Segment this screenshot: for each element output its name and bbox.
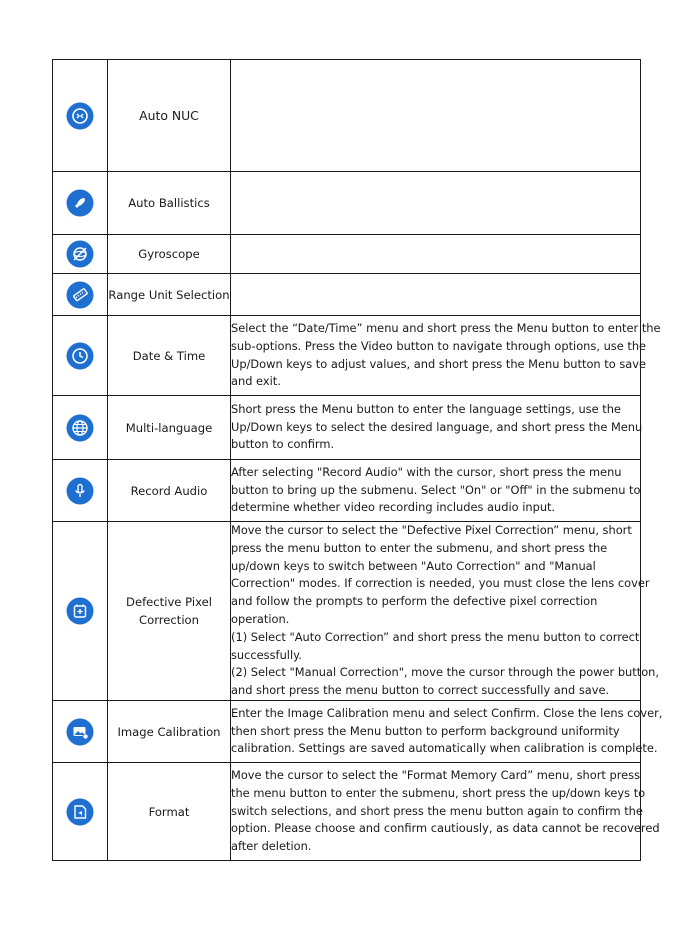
description-line: and exit.: [231, 374, 281, 389]
menu-item-name: Date & Time: [108, 316, 231, 396]
menu-item-description: [231, 60, 641, 172]
gyroscope-off-icon: [66, 240, 94, 268]
menu-item-name: Image Calibration: [108, 701, 231, 763]
menu-row: [53, 274, 641, 316]
menu-item-description: [231, 396, 641, 460]
description-line: determine whether video recording includes audio input.: [231, 500, 556, 515]
icon-cell: [53, 60, 108, 172]
description-line: button to bring up the submenu. Select "On" or "Off" in the submenu to: [231, 482, 641, 497]
icon-cell: [53, 763, 108, 861]
menu-item-name: Gyroscope: [108, 235, 231, 274]
icon-cell: [53, 460, 108, 522]
menu-row: [53, 460, 641, 522]
ruler-icon: [66, 281, 94, 309]
description-line: Select the “Date/Time” menu and short press the Menu button to enter the: [231, 320, 661, 335]
description-line: then short press the Menu button to perform background uniformity: [231, 723, 620, 738]
menu-item-description: [231, 460, 641, 522]
menu-row: [53, 172, 641, 235]
rocket-icon: [66, 189, 94, 217]
menu-item-name: Format: [108, 763, 231, 861]
settings-menu-table: [52, 59, 663, 861]
description-line: button to confirm.: [231, 437, 335, 452]
icon-cell: [53, 316, 108, 396]
description-line: Short press the Menu button to enter the language settings, use the: [231, 401, 621, 416]
menu-item-description: [231, 316, 661, 396]
description-line: option. Please choose and confirm cautiously, as data cannot be recovered: [231, 821, 660, 836]
menu-item-name: Multi-language: [108, 396, 231, 460]
description-line: switch selections, and short press the menu button again to confirm the: [231, 803, 643, 818]
icon-cell: [53, 701, 108, 763]
icon-cell: [53, 235, 108, 274]
description-line: Move the cursor to select the "Format Memory Card” menu, short press: [231, 768, 641, 782]
menu-item-description: [231, 274, 641, 316]
description-line: Up/Down keys to adjust values, and short press the Menu button to save: [231, 356, 646, 371]
menu-item-name-line: Defective Pixel: [126, 595, 212, 609]
microphone-icon: [66, 477, 94, 505]
menu-item-description: [231, 235, 641, 274]
clock-icon: [66, 342, 94, 370]
description-line: Enter the Image Calibration menu and select Confirm. Close the lens cover,: [231, 705, 663, 720]
menu-row: [53, 316, 641, 396]
icon-cell: [53, 522, 108, 701]
description-line: successfully.: [231, 647, 302, 662]
description-line: Correction" modes. If correction is needed, you must close the lens cover: [231, 576, 650, 591]
description-line: after deletion.: [231, 839, 312, 854]
description-line: Move the cursor to select the "Defective Pixel Correction” menu, short: [231, 523, 632, 538]
menu-item-name: Record Audio: [108, 460, 231, 522]
description-line: After selecting "Record Audio" with the cursor, short press the menu: [231, 464, 622, 479]
description-line: (1) Select "Auto Correction” and short press the menu button to correct: [231, 629, 640, 644]
icon-cell: [53, 172, 108, 235]
image-calibration-icon: [66, 718, 94, 746]
description-line: up/down keys to switch between "Auto Correction" and "Manual: [231, 558, 596, 573]
description-line: Up/Down keys to select the desired language, and short press the Menu: [231, 419, 643, 434]
format-card-icon: [66, 798, 94, 826]
menu-row: [53, 235, 641, 274]
menu-row: [53, 701, 641, 763]
description-line: sub-options. Press the Video button to navigate through options, use the: [231, 338, 647, 353]
menu-row: [53, 396, 641, 460]
menu-row: [53, 60, 641, 172]
description-line: operation.: [231, 612, 290, 626]
menu-item-description: [231, 763, 660, 861]
menu-item-name: [108, 522, 231, 701]
menu-item-description: [231, 701, 663, 763]
description-line: the menu button to enter the submenu, short press the up/down keys to: [231, 785, 646, 800]
description-line: and follow the prompts to perform the defective pixel correction: [231, 594, 598, 609]
menu-row: [53, 763, 641, 861]
nuc-icon: [66, 102, 94, 130]
menu-item-name-line: Correction: [139, 613, 199, 627]
icon-cell: [53, 274, 108, 316]
menu-item-name: Auto Ballistics: [108, 172, 231, 235]
globe-icon: [66, 414, 94, 442]
description-line: calibration. Settings are saved automatically when calibration is complete.: [231, 741, 658, 756]
description-line: (2) Select "Manual Correction", move the cursor through the power button,: [231, 665, 660, 680]
menu-item-name: Auto NUC: [108, 60, 231, 172]
pixel-correction-icon: [66, 597, 94, 625]
menu-item-description: [231, 522, 660, 701]
description-line: and short press the menu button to correct successfully and save.: [231, 683, 610, 698]
menu-item-name: Range Unit Selection: [108, 274, 231, 316]
icon-cell: [53, 396, 108, 460]
menu-item-description: [231, 172, 641, 235]
description-line: press the menu button to enter the submenu, and short press the: [231, 540, 608, 555]
menu-row: [53, 522, 641, 701]
